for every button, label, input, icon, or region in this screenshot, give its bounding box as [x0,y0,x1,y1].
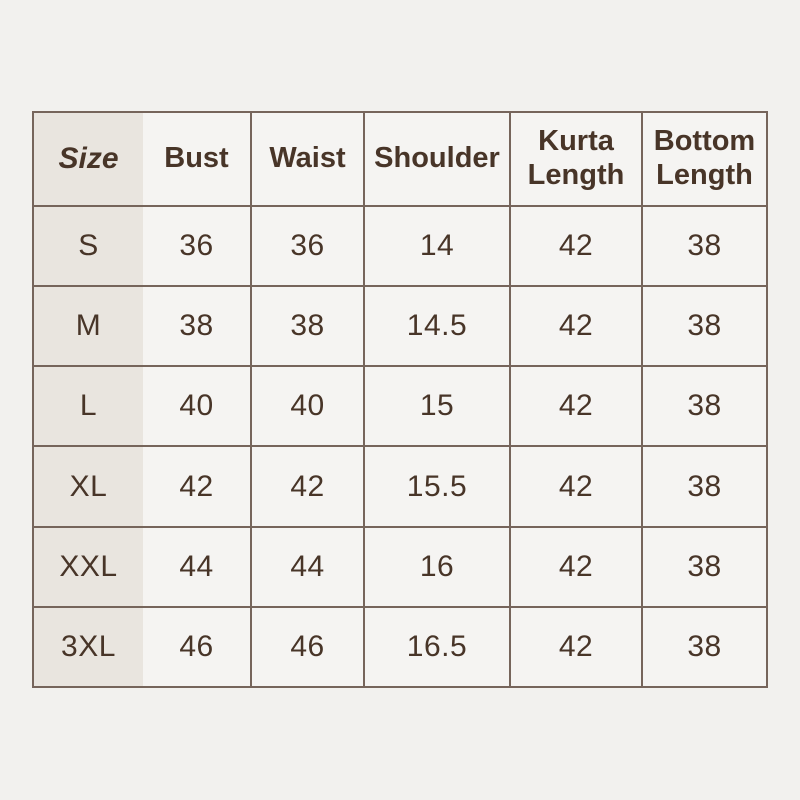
cell-waist: 38 [251,286,364,366]
cell-bottom-length: 38 [642,607,767,687]
cell-bust: 44 [143,527,251,607]
table-row [33,366,767,446]
column-header-waist: Waist [251,112,364,206]
cell-bottom-length: 38 [642,527,767,607]
cell-kurta-length: 42 [510,286,642,366]
cell-bust: 38 [143,286,251,366]
cell-size: S [33,206,143,286]
cell-shoulder: 14.5 [364,286,510,366]
cell-waist: 40 [251,366,364,446]
cell-waist: 42 [251,446,364,526]
column-header-kurta-length: Kurta Length [510,112,642,206]
column-header-shoulder: Shoulder [364,112,510,206]
table-row [33,446,767,526]
cell-bottom-length: 38 [642,286,767,366]
cell-bust: 36 [143,206,251,286]
cell-waist: 46 [251,607,364,687]
cell-size: L [33,366,143,446]
cell-shoulder: 16 [364,527,510,607]
table-body [33,206,767,687]
cell-size: XXL [33,527,143,607]
column-header-bust: Bust [143,112,251,206]
cell-bust: 46 [143,607,251,687]
cell-kurta-length: 42 [510,607,642,687]
cell-size: 3XL [33,607,143,687]
cell-bottom-length: 38 [642,206,767,286]
table-row [33,286,767,366]
header-row [33,112,767,206]
table-row [33,527,767,607]
cell-kurta-length: 42 [510,527,642,607]
cell-shoulder: 14 [364,206,510,286]
column-header-size: Size [33,112,143,206]
cell-size: XL [33,446,143,526]
cell-shoulder: 16.5 [364,607,510,687]
cell-bust: 40 [143,366,251,446]
table-row [33,607,767,687]
cell-size: M [33,286,143,366]
cell-waist: 36 [251,206,364,286]
cell-kurta-length: 42 [510,206,642,286]
cell-shoulder: 15 [364,366,510,446]
cell-bottom-length: 38 [642,446,767,526]
size-chart-table [32,111,768,688]
cell-kurta-length: 42 [510,446,642,526]
cell-kurta-length: 42 [510,366,642,446]
cell-waist: 44 [251,527,364,607]
cell-bust: 42 [143,446,251,526]
column-header-bottom-length: Bottom Length [642,112,767,206]
cell-shoulder: 15.5 [364,446,510,526]
table-row [33,206,767,286]
table-header [33,112,767,206]
cell-bottom-length: 38 [642,366,767,446]
